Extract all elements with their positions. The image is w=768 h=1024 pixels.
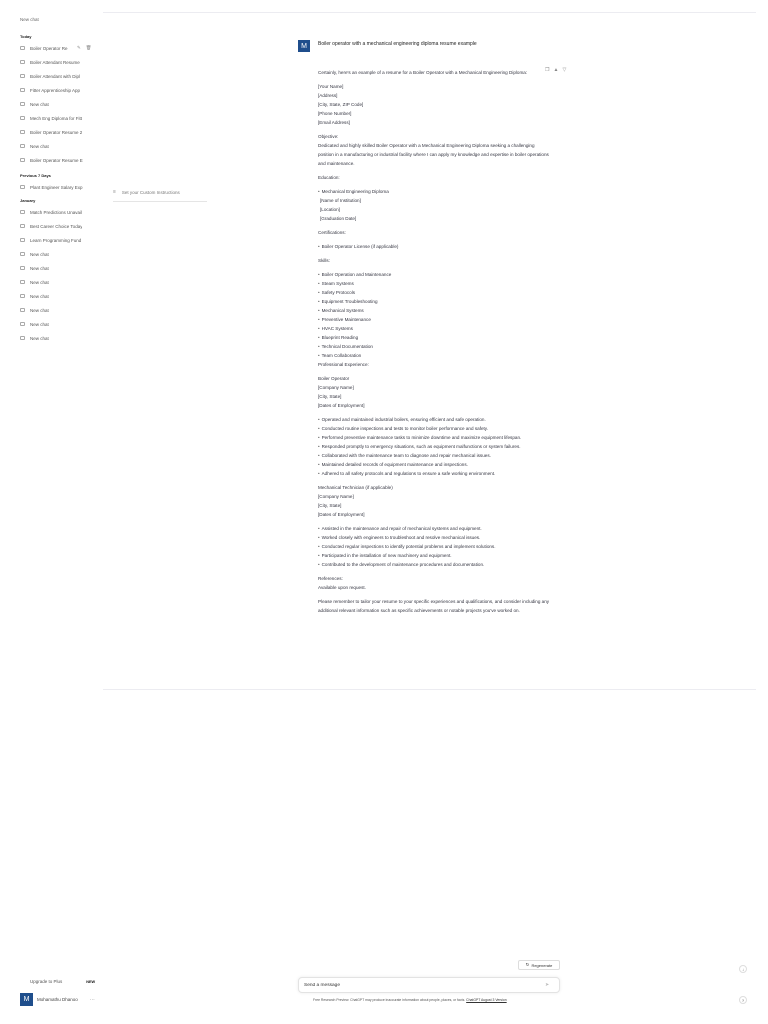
sidebar-item-label: Mech Eng Diploma for Fitt xyxy=(30,115,83,121)
sidebar-item[interactable] xyxy=(20,222,100,230)
job1-duties xyxy=(318,415,550,478)
education-list xyxy=(318,187,550,196)
list-item: • Responded promptly to emergency situations, such as equipment malfunctions or system failures. xyxy=(318,442,550,451)
sidebar-item[interactable] xyxy=(20,334,100,342)
copy-icon[interactable]: ❐ xyxy=(545,67,550,73)
sidebar-item-label: Learn Programming Fund xyxy=(30,237,82,243)
sidebar-item[interactable] xyxy=(20,100,100,108)
list-item: • Performed preventive maintenance tasks to minimize downtime and maximize equipment lifespan. xyxy=(318,433,550,442)
chat-bubble-icon xyxy=(20,88,25,92)
list-item: • Boiler Operation and Maintenance xyxy=(318,270,550,279)
chat-bubble-icon xyxy=(20,224,25,228)
chat-bubble-icon xyxy=(20,294,25,298)
user-prompt-text: Boiler operator with a mechanical engineering diploma resume example xyxy=(318,41,477,47)
avatar: M xyxy=(20,993,33,1006)
thumbs-down-icon[interactable]: ▽ xyxy=(562,67,567,73)
list-item: • Assisted in the maintenance and repair of mechanical systems and equipment. xyxy=(318,524,550,533)
sidebar-item-label: New chat xyxy=(30,251,49,257)
list-item: • Adhered to all safety protocols and regulations to ensure a safe working environment. xyxy=(318,469,550,478)
chat-bubble-icon xyxy=(20,46,25,50)
list-item: • Participated in the installation of new machinery and equipment. xyxy=(318,551,550,560)
reply-intro: Certainly, here's an example of a resume for a Boiler Operator with a Mechanical Engineering Diploma: xyxy=(318,70,528,75)
sidebar-item-label: New chat xyxy=(30,143,49,149)
sidebar xyxy=(0,0,102,1024)
sidebar-item-label: Boiler Operator Resume E xyxy=(30,157,83,163)
thumbs-up-icon[interactable]: ▲ xyxy=(553,67,559,73)
ellipsis-icon[interactable]: ··· xyxy=(89,996,95,1003)
custom-instructions-button[interactable] xyxy=(113,189,180,195)
chat-bubble-icon xyxy=(20,130,25,134)
sidebar-item[interactable] xyxy=(20,86,100,94)
sidebar-item-label: Boiler Attendant Resume xyxy=(30,59,80,65)
skills-heading: Skills: xyxy=(318,258,330,263)
sidebar-item-label: New chat xyxy=(30,307,49,313)
scroll-to-bottom-button[interactable] xyxy=(739,965,747,973)
list-item: • Contributed to the development of maintenance procedures and documentation. xyxy=(318,560,550,569)
custom-instructions-divider xyxy=(113,201,207,202)
chat-bubble-icon xyxy=(20,252,25,256)
chat-bubble-icon xyxy=(20,116,25,120)
sidebar-item-label: Best Career Choice Today xyxy=(30,223,83,229)
chat-bubble-icon xyxy=(20,158,25,162)
reply-contact: [Your Name] [Address] [City, State, ZIP Code] [Phone Number] [Email Address] xyxy=(318,84,364,125)
sidebar-item-label: Boiler Operator Resume 2 xyxy=(30,129,83,135)
job1-header: Boiler Operator [Company Name] [City, State] [Dates of Employment] xyxy=(318,376,365,408)
sidebar-item-label: New chat xyxy=(30,279,49,285)
conversation-end-divider xyxy=(103,689,756,690)
send-icon[interactable]: ➤ xyxy=(545,982,550,988)
references-text: References: Available upon request. xyxy=(318,576,366,590)
regenerate-button[interactable] xyxy=(518,960,560,970)
closing-text: Please remember to tailor your resume to your specific experiences and qualifications, and consider including any additional relevant information such as specific achievements or notable projects you've worked on. xyxy=(318,599,550,613)
user-name: Mohamathu Dhanoo xyxy=(37,997,78,1002)
avatar: M xyxy=(298,40,310,52)
sidebar-item[interactable] xyxy=(20,183,100,191)
list-item: • Steam Systems xyxy=(318,279,550,288)
new-badge: NEW xyxy=(86,979,96,984)
upgrade-label: Upgrade to Plus xyxy=(30,979,63,984)
job2-header: Mechanical Technician (if applicable) [Company Name] [City, State] [Dates of Employment] xyxy=(318,485,393,517)
section-previous-7-days: Previous 7 Days xyxy=(20,173,51,178)
chat-bubble-icon xyxy=(20,144,25,148)
message-input[interactable] xyxy=(304,983,539,988)
user-menu[interactable] xyxy=(20,993,95,1006)
chat-bubble-icon xyxy=(20,185,25,189)
chat-bubble-icon xyxy=(20,336,25,340)
list-item: • Team Collaboration xyxy=(318,351,550,360)
list-item: • Mechanical Engineering Diploma xyxy=(318,187,550,196)
sidebar-item[interactable] xyxy=(20,278,100,286)
sidebar-item[interactable] xyxy=(20,128,100,136)
sidebar-item[interactable] xyxy=(20,236,100,244)
sidebar-item[interactable] xyxy=(20,58,100,66)
chat-bubble-icon xyxy=(20,74,25,78)
section-today: Today xyxy=(20,34,32,39)
sidebar-item-active[interactable] xyxy=(20,44,100,52)
user-message xyxy=(298,40,477,52)
chat-bubble-icon xyxy=(20,308,25,312)
job2-duties xyxy=(318,524,550,569)
sidebar-item-label: New chat xyxy=(30,293,49,299)
top-divider xyxy=(103,12,756,13)
new-chat-button[interactable]: New chat xyxy=(20,17,39,22)
experience-heading: Professional Experience: xyxy=(318,362,369,367)
sidebar-item[interactable] xyxy=(20,264,100,272)
section-january: January xyxy=(20,198,36,203)
list-item: • Boiler Operator License (if applicable) xyxy=(318,242,550,251)
sidebar-item[interactable] xyxy=(20,72,100,80)
education-details: [Name of Institution] [Location] [Graduation Date] xyxy=(320,198,361,221)
message-composer xyxy=(298,977,560,993)
sidebar-item[interactable] xyxy=(20,208,100,216)
upgrade-to-plus-button[interactable] xyxy=(30,979,95,984)
chat-bubble-icon xyxy=(20,280,25,284)
skills-list xyxy=(318,270,550,360)
disclaimer xyxy=(313,998,507,1002)
list-item: • Operated and maintained industrial boilers, ensuring efficient and safe operation. xyxy=(318,415,550,424)
chat-bubble-icon xyxy=(20,60,25,64)
arrow-down-icon: ↓ xyxy=(742,966,744,972)
sidebar-item-label: New chat xyxy=(30,335,49,341)
certifications-list xyxy=(318,242,550,251)
sidebar-item-label: Boiler Operator Re xyxy=(30,45,68,51)
list-item: • Conducted regular inspections to identify potential problems and implement solutions. xyxy=(318,542,550,551)
regenerate-label: Regenerate xyxy=(531,962,553,968)
chat-bubble-icon xyxy=(20,238,25,242)
list-item: • Maintained detailed records of equipment maintenance and inspections. xyxy=(318,460,550,469)
sidebar-item[interactable] xyxy=(20,292,100,300)
education-heading: Education: xyxy=(318,175,340,180)
help-icon: ? xyxy=(741,997,745,1003)
sidebar-item[interactable] xyxy=(20,114,100,122)
refresh-icon: ↻ xyxy=(525,962,530,967)
disclaimer-text: Free Research Preview. ChatGPT may produce inaccurate information about people, places, or facts. xyxy=(313,998,467,1002)
sidebar-item-label: New chat xyxy=(30,101,49,107)
list-item: • Worked closely with engineers to troubleshoot and resolve mechanical issues. xyxy=(318,533,550,542)
list-item: • Collaborated with the maintenance team to diagnose and repair mechanical issues. xyxy=(318,451,550,460)
list-item: • Safety Protocols xyxy=(318,288,550,297)
custom-instructions-label: Set your Custom Instructions xyxy=(121,189,180,195)
sidebar-item[interactable] xyxy=(20,250,100,258)
assistant-reply xyxy=(318,68,550,615)
trash-icon[interactable]: 🗑︎ xyxy=(85,45,92,50)
list-item: • Equipment Troubleshooting xyxy=(318,297,550,306)
sidebar-item-label: Fitter Apprenticeship App xyxy=(30,87,81,93)
list-item: • Blueprint Reading xyxy=(318,333,550,342)
sidebar-item-label: Boiler Attendant with Dipl xyxy=(30,73,81,79)
list-item: • HVAC Systems xyxy=(318,324,550,333)
sidebar-item[interactable] xyxy=(20,156,100,164)
chat-bubble-icon xyxy=(20,102,25,106)
sidebar-item-label: Match Predictions Unavail xyxy=(30,209,83,215)
list-item: • Mechanical Systems xyxy=(318,306,550,315)
sidebar-item[interactable] xyxy=(20,320,100,328)
objective-heading: Objective: xyxy=(318,134,339,139)
certifications-heading: Certifications: xyxy=(318,230,346,235)
objective-text: Dedicated and highly skilled Boiler Operator with a Mechanical Engineering Diploma seeking a challenging position in a manufacturing or industrial facility where I can apply my knowledge and expertise in boiler operations and maintenance. xyxy=(318,143,549,166)
sidebar-item-label: New chat xyxy=(30,321,49,327)
pencil-icon[interactable]: ✎ xyxy=(77,45,81,50)
list-item: • Technical Documentation xyxy=(318,342,550,351)
chat-bubble-icon xyxy=(20,266,25,270)
version-link[interactable]: ChatGPT August 3 Version xyxy=(466,998,507,1002)
chat-bubble-icon xyxy=(20,210,25,214)
sidebar-item-label: Plant Engineer Salary Exp xyxy=(30,184,83,190)
sidebar-item[interactable] xyxy=(20,142,100,150)
sidebar-item-label: New chat xyxy=(30,265,49,271)
list-item: • Conducted routine inspections and tests to monitor boiler performance and safety. xyxy=(318,424,550,433)
list-item: • Preventive Maintenance xyxy=(318,315,550,324)
sliders-icon: ≡ xyxy=(113,189,116,195)
chat-bubble-icon xyxy=(20,322,25,326)
help-button[interactable] xyxy=(739,996,747,1004)
sidebar-item[interactable] xyxy=(20,306,100,314)
